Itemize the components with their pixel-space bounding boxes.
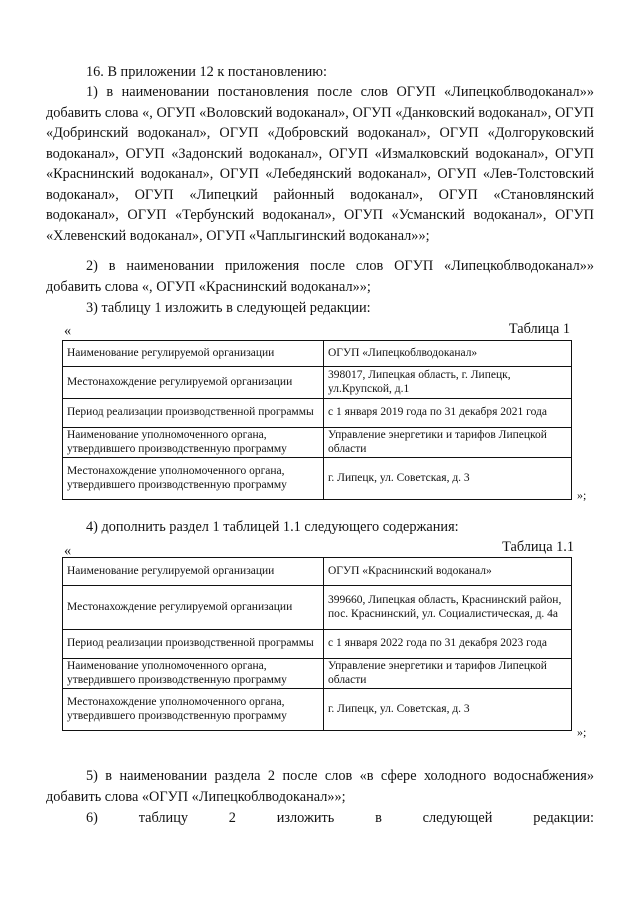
table-row [63, 399, 572, 428]
table-cell: Местонахождение уполномоченного органа, утвердившего производственную программу [63, 458, 324, 500]
table-row [63, 428, 572, 458]
table-cell: Период реализации производственной программы [63, 399, 324, 428]
item-3: 3) таблицу 1 изложить в следующей редакции: [86, 300, 371, 316]
table1-close-quote: »; [577, 488, 587, 502]
table-cell: Период реализации производственной программы [63, 630, 324, 659]
table11-close-quote: »; [577, 725, 587, 739]
table-cell: г. Липецк, ул. Советская, д. 3 [324, 689, 572, 731]
item-6-word: следующей [422, 810, 493, 826]
table-cell: Местонахождение регулируемой организации [63, 586, 324, 630]
table-cell: Наименование уполномоченного органа, утвердившего производственную программу [63, 659, 324, 689]
item-6-word: изложить [276, 810, 335, 826]
table-cell: Местонахождение уполномоченного органа, утвердившего производственную программу [63, 689, 324, 731]
table-cell: Управление энергетики и тарифов Липецкой области [324, 659, 572, 689]
table-cell: с 1 января 2019 года по 31 декабря 2021 года [324, 399, 572, 428]
item-6-word: 2 [228, 810, 236, 826]
table11-open-quote: « [64, 543, 72, 559]
item-6-word: 6) [86, 810, 98, 826]
table-cell: Управление энергетики и тарифов Липецкой области [324, 428, 572, 458]
table-row [63, 630, 572, 659]
item-6-word: редакции: [533, 810, 594, 826]
item-5: 5) в наименовании раздела 2 после слов «в сфере холодного водоснабжения» добавить слова «ОГУП «Липецкоблводоканал»»; [46, 768, 594, 805]
table-row [63, 586, 572, 630]
item-4: 4) дополнить раздел 1 таблицей 1.1 следующего содержания: [86, 519, 459, 535]
table-row [63, 367, 572, 399]
table-row [63, 689, 572, 731]
table-cell: г. Липецк, ул. Советская, д. 3 [324, 458, 572, 500]
table-row [63, 558, 572, 586]
table-1-1 [62, 557, 572, 731]
table-cell: с 1 января 2022 года по 31 декабря 2023 года [324, 630, 572, 659]
table-cell: Наименование регулируемой организации [63, 558, 324, 586]
table-cell: ОГУП «Краснинский водоканал» [324, 558, 572, 586]
table1-open-quote: « [64, 323, 72, 339]
table-cell: 399660, Липецкая область, Краснинский район, пос. Краснинский, ул. Социалистическая, д. 4а [324, 586, 572, 630]
table-cell: 398017, Липецкая область, г. Липецк, ул.Крупской, д.1 [324, 367, 572, 399]
table-row [63, 458, 572, 500]
paragraph-16: 16. В приложении 12 к постановлению: [86, 64, 327, 80]
table-cell: ОГУП «Липецкоблводоканал» [324, 341, 572, 367]
table11-caption: Таблица 1.1 [502, 539, 574, 555]
table-cell: Наименование уполномоченного органа, утвердившего производственную программу [63, 428, 324, 458]
table-cell: Наименование регулируемой организации [63, 341, 324, 367]
item-6-word: таблицу [138, 810, 188, 826]
table-cell: Местонахождение регулируемой организации [63, 367, 324, 399]
item-6-word: в [375, 810, 382, 826]
table-row [63, 341, 572, 367]
table-1 [62, 340, 572, 500]
item-2: 2) в наименовании приложения после слов ОГУП «Липецкоблводоканал»» добавить слова «, ОГУП «Краснинский водоканал»»; [46, 258, 594, 295]
item-1: 1) в наименовании постановления после слов ОГУП «Липецкоблводоканал»» добавить слова «, ОГУП «Воловский водоканал», ОГУП «Данковский водоканал», ОГУП «Добринский водоканал», ОГУП «Добровский водоканал», ОГУП «Долгоруковский водоканал», ОГУП «Задонский водоканал», ОГУП «Измалковский водоканал», ОГУП «Краснинский водоканал», ОГУП «Лебедянский водоканал», ОГУП «Лев-Толстовский водоканал», ОГУП «Липецкий районный водоканал», ОГУП «Становлянский водоканал», ОГУП «Тербунский водоканал», ОГУП «Усманский водоканал», ОГУП «Хлевенский водоканал», ОГУП «Чаплыгинский водоканал»»; [46, 84, 594, 244]
item-6 [46, 808, 594, 828]
table1-caption: Таблица 1 [508, 321, 570, 337]
table-row [63, 659, 572, 689]
